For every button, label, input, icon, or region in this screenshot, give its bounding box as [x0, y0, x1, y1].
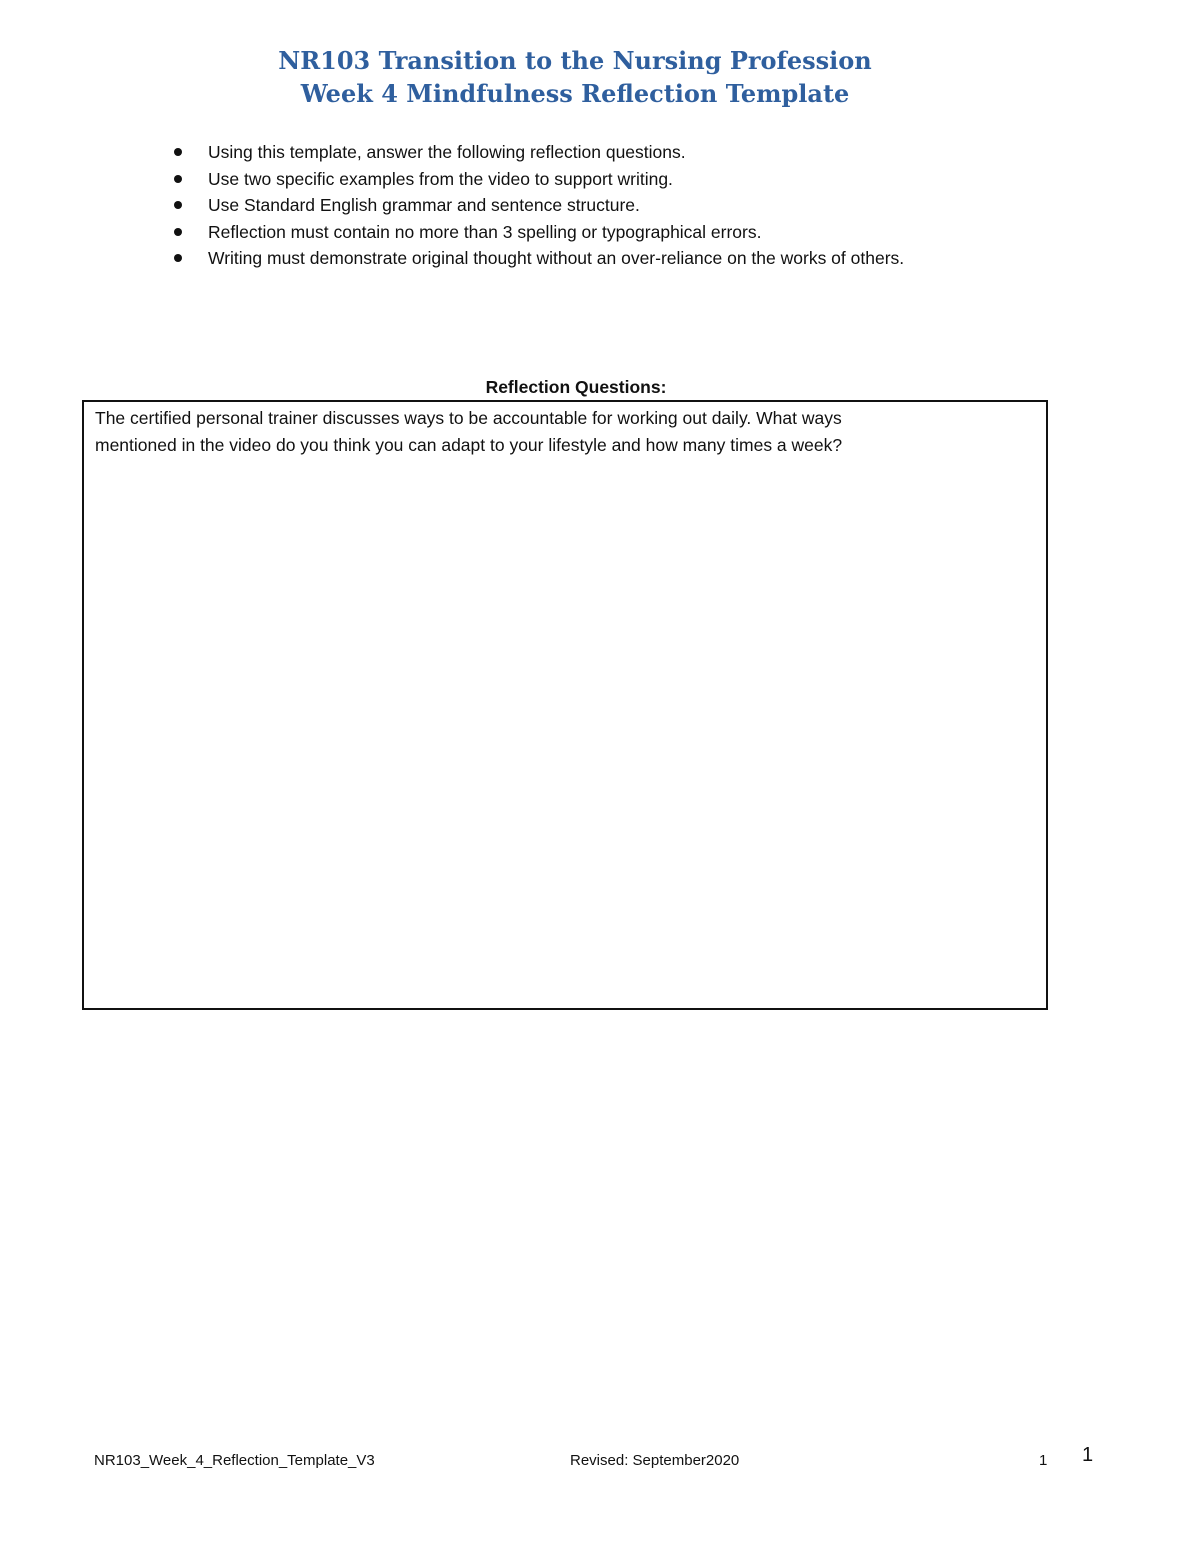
instruction-item: [170, 166, 904, 193]
bullet-icon: [174, 148, 182, 156]
title-line-template: Week 4 Mindfulness Reflection Template: [300, 79, 850, 108]
bullet-icon: [174, 175, 182, 183]
reflection-question: [95, 405, 975, 459]
reflection-questions-heading: Reflection Questions:: [485, 377, 667, 397]
instruction-item: [170, 245, 904, 272]
instructions-list: [170, 139, 904, 272]
reflection-answer-box[interactable]: [82, 400, 1048, 1010]
instruction-text: Writing must demonstrate original thought without an over-reliance on the works of others.: [208, 248, 905, 268]
instruction-item: [170, 139, 904, 166]
instruction-item: [170, 219, 904, 246]
viewer-page-number: 1: [1082, 1444, 1094, 1466]
bullet-icon: [174, 201, 182, 209]
footer-document-name: NR103_Week_4_Reflection_Template_V3: [94, 1452, 375, 1469]
instruction-item: [170, 192, 904, 219]
instruction-text: Use Standard English grammar and sentence structure.: [208, 195, 640, 215]
footer-revised-date: Revised: September2020: [570, 1452, 740, 1469]
instruction-text: Use two specific examples from the video to support writing.: [208, 168, 673, 189]
question-line: mentioned in the video do you think you can adapt to your lifestyle and how many times a week?: [95, 435, 843, 455]
instruction-text: Reflection must contain no more than 3 spelling or typographical errors.: [208, 221, 762, 242]
bullet-icon: [174, 254, 182, 262]
bullet-icon: [174, 228, 182, 236]
title-line-course: NR103 Transition to the Nursing Profession: [278, 46, 872, 75]
document-title: [0, 44, 1150, 110]
question-line: The certified personal trainer discusses ways to be accountable for working out daily. What ways: [95, 408, 842, 428]
instruction-text: Using this template, answer the following reflection questions.: [208, 142, 686, 162]
footer-page-number: 1: [1039, 1452, 1048, 1469]
